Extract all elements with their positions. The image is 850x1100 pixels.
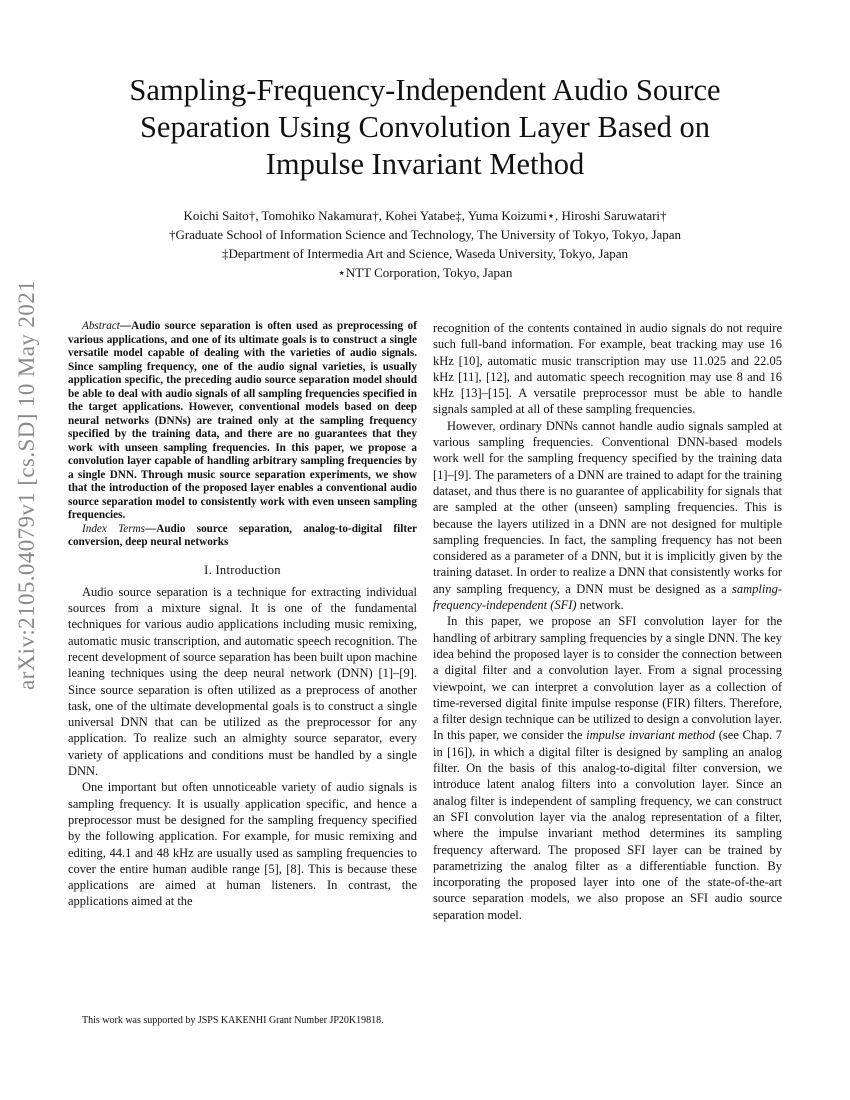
abstract-text: —Audio source separation is often used as preprocessing of various applications, and one of its ultimate goals is to construct a single versatile model capable of dealing with the varieties of audio signals. Since sampling frequency, one of the audio signal varieties, is usually application specific, the preceding audio source separation model should be able to deal with audio signals of all sampling frequencies specified in the target applications. However, conventional models based on deep neural networks (DNNs) are trained only at the sampling frequency specified by the training data, and there are no guarantees that they work with unseen sampling frequencies. In this paper, we propose a convolution layer capable of handling arbitrary sampling frequencies by a single DNN. Through music source separation experiments, we show that the introduction of the proposed layer enables a conventional audio source separation model to consistently work with even unseen sampling frequencies. xyxy=(68,320,417,521)
affiliation: ‡Department of Intermedia Art and Science, Waseda University, Tokyo, Japan xyxy=(221,246,629,261)
text-run: (see Chap. 7 in [16]), in which a digital filter is designed by sampling an analog filter. On the basis of this analog-to-digital filter conversion, we introduce latent analog filters into a convolution layer. Since an analog filter is independent of sampling frequency, we can construct an SFI convolution layer via the analog representation of a filter, where the impulse invariant method determines its sampling frequency afterward. The proposed SFI layer can be trained by parametrizing the analog filter as a differentiable function. By incorporating the proposed layer into one of the state-of-the-art source separation models, we also propose an SFI audio source separation model. xyxy=(433,728,783,922)
index-terms xyxy=(68,523,417,550)
index-terms-text: —Audio source separation, analog-to-digital filter conversion, deep neural networks xyxy=(68,522,417,548)
author-block xyxy=(80,206,770,282)
emphasis: sampling-frequency-independent (SFI) xyxy=(433,581,782,613)
paragraph: One important but often unnoticeable variety of audio signals is sampling frequency. It is usually application specific, and hence a preprocessor must be designed for the sampling frequency specified by the following application. For example, for music remixing and editing, 44.1 and 48 kHz are usually used as sampling frequencies to cover the entire human audible range [5], [8]. This is because these applications are aimed at human listeners. In contrast, the applications aimed at the xyxy=(68,780,417,909)
title-line: Sampling-Frequency-Independent Audio Source xyxy=(129,73,721,107)
title-line: Impulse Invariant Method xyxy=(265,147,585,181)
paragraph xyxy=(433,418,782,614)
abstract xyxy=(68,320,417,523)
left-column xyxy=(68,320,417,910)
emphasis: impulse invariant method xyxy=(586,728,716,743)
abstract-label: Abstract xyxy=(82,320,120,332)
affiliation: †Graduate School of Information Science and Technology, The University of Tokyo, Tokyo, Japan xyxy=(168,227,682,242)
text-run: However, ordinary DNNs cannot handle audio signals sampled at various sampling frequencies. Conventional DNN-based models work well for the sampling frequency specified by the training data [1]–[9]. The parameters of a DNN are trained to adapt for the training dataset, and thus there is no guarantee of applicability for signals that are sampled at the other (unseen) sampling frequencies. This is because the layers utilized in a DNN are not designed for multiple sampling frequencies. In fact, the sampling frequency has not been considered as a parameter of a DNN, but it is implicitly given by the training dataset. In order to realize a DNN that consistently works for any sampling frequency, a DNN must be designed as a xyxy=(433,418,782,596)
index-terms-label: Index Terms xyxy=(82,522,146,535)
arxiv-identifier: arXiv:2105.04079v1 [cs.SD] 10 May 2021 xyxy=(14,280,39,690)
text-run: In this paper, we propose an SFI convolution layer for the handling of arbitrary sampling frequencies by a single DNN. The key idea behind the proposed layer is to consider the connection between a digital filter and a convolution layer. From a signal processing viewpoint, we can interpret a convolution layer as a collection of time-reversed digital finite impulse response (FIR) filters. Therefore, a filter design technique can be utilized to design a convolution layer. In this paper, we consider the xyxy=(433,614,782,743)
section-heading: I. Introduction xyxy=(204,562,281,577)
text-run: network. xyxy=(576,598,624,613)
author-list: Koichi Saito†, Tomohiko Nakamura†, Kohei Yatabe‡, Yuma Koizumi⋆, Hiroshi Saruwatari† xyxy=(183,208,667,223)
right-column xyxy=(433,320,782,923)
paper-title xyxy=(80,72,770,183)
paragraph: recognition of the contents contained in audio signals do not require such full-band information. For example, beat tracking may use 16 kHz [10], automatic music transcription may use 11.025 and 22.05 kHz [11], [12], and automatic speech recognition may use 8 and 16 kHz [13]–[15]. A versatile preprocessor must be able to handle signals sampled at all of these sampling frequencies. xyxy=(433,321,782,417)
footnote: This work was supported by JSPS KAKENHI Grant Number JP20K19818. xyxy=(82,1015,384,1026)
affiliation: ⋆NTT Corporation, Tokyo, Japan xyxy=(337,265,513,280)
title-line: Separation Using Convolution Layer Based on xyxy=(139,110,711,144)
paragraph xyxy=(433,613,782,923)
paragraph: Audio source separation is a technique for extracting individual sources from a mixture signal. It is one of the fundamental techniques for various audio applications including music remixing, automatic music transcription, and automatic speech recognition. The recent development of source separation has been built upon machine leaning techniques using the deep neural network (DNN) [1]–[9]. Since source separation is often utilized as a preprocess of another task, one of the ultimate developmental goals is to construct a single universal DNN that can be utilized as the preprocessor for any application. To realize such an almighty source separator, every variety of applications and conditions must be handled by a single DNN. xyxy=(68,584,417,779)
